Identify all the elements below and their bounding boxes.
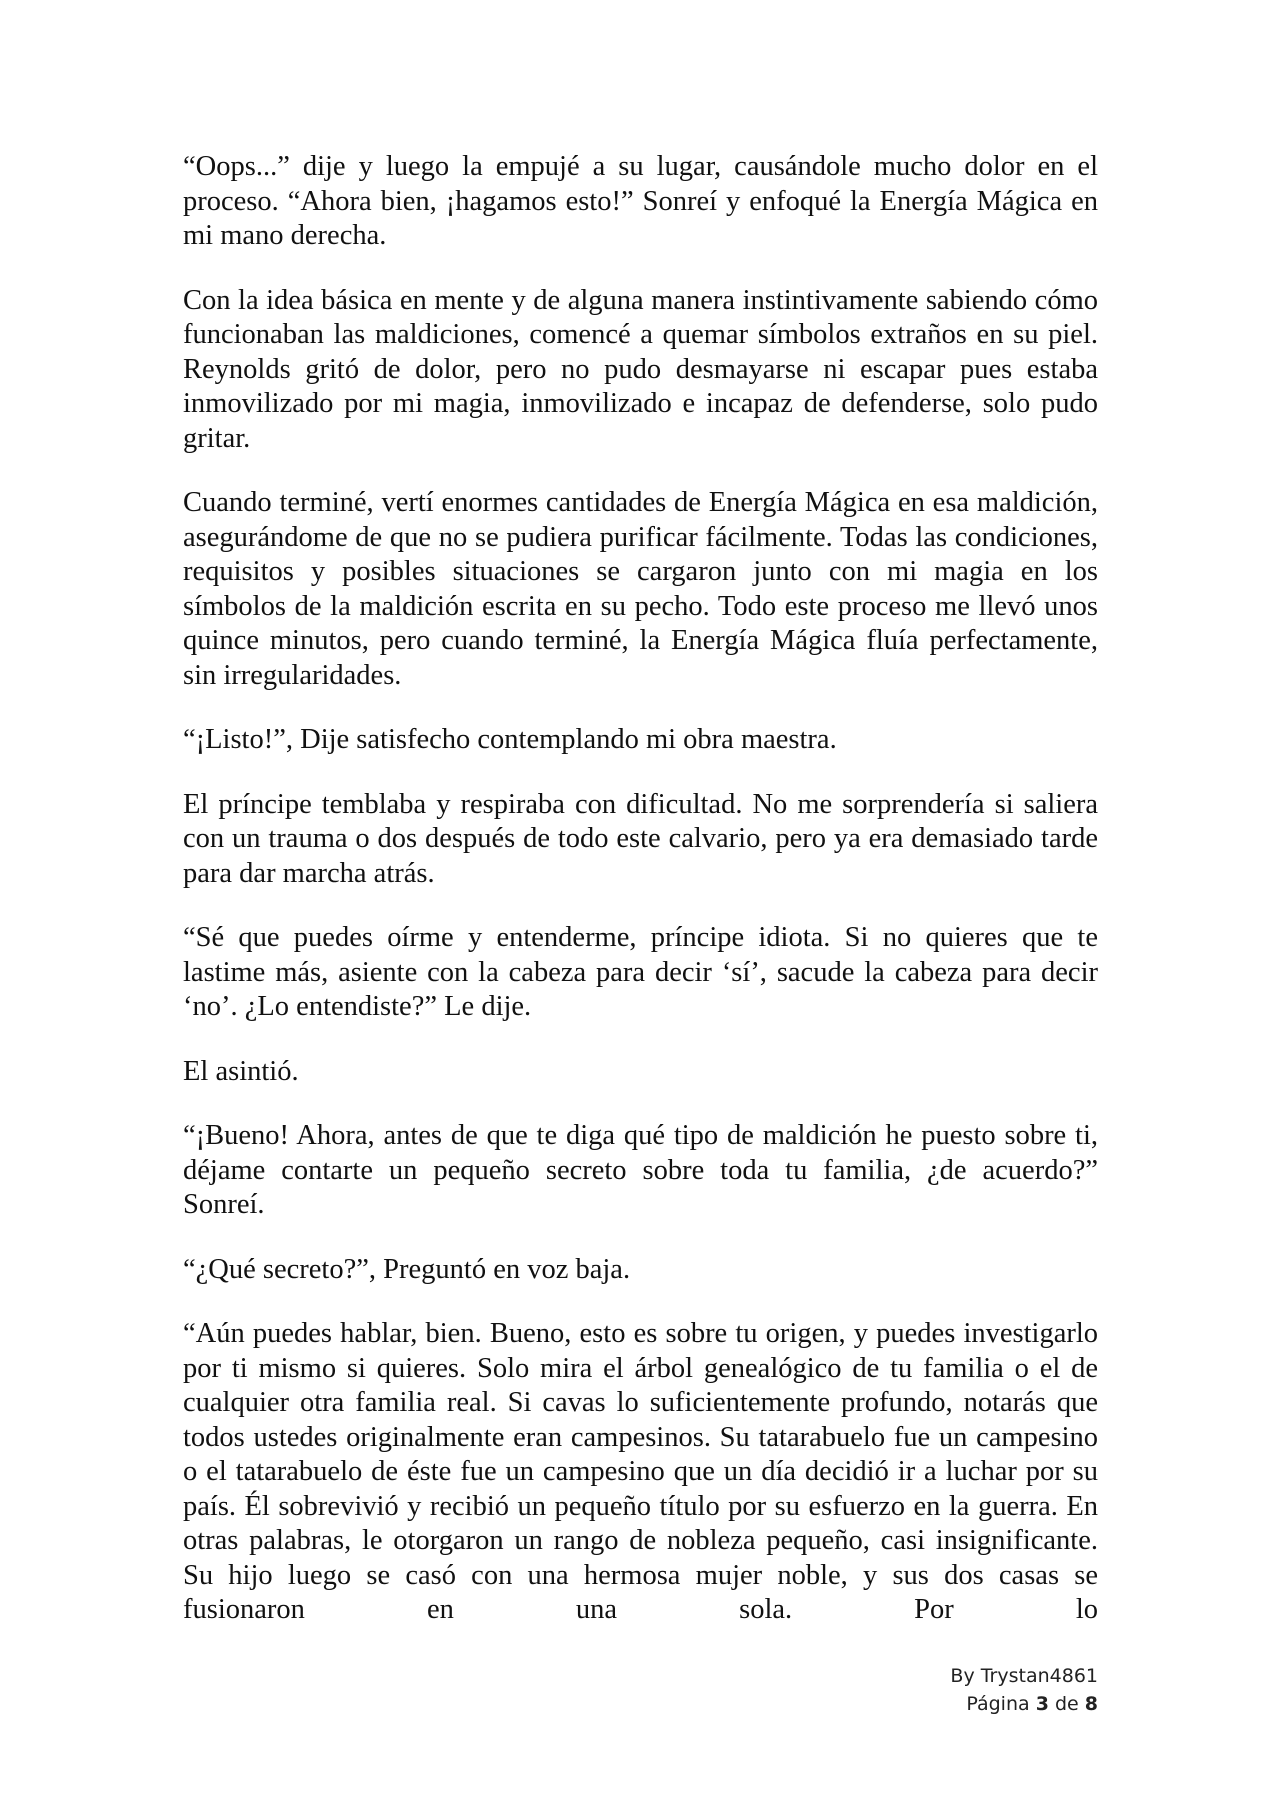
paragraph: El asintió. [183,1055,299,1087]
paragraph: “Oops...” dije y luego la empujé a su lugar, causándole mucho dolor en el proceso. “Ahora bien, ¡hagamos esto!” Sonreí y enfoqué la Energía Mágica en mi mano derecha. [183,151,1098,251]
document-body [183,150,1098,1628]
paragraph: “Aún puedes hablar, bien. Bueno, esto es sobre tu origen, y puedes investigarlo por ti mismo si quieres. Solo mira el árbol genealógico de tu familia o el de cualquier otra familia real. Si cavas lo suficientemente profundo, notarás que todos ustedes originalmente eran campesinos. Su tatarabuelo fue un campesino o el tatarabuelo de éste fue un campesino que un día decidió ir a luchar por su país. Él sobrevivió y recibió un pequeño título por su esfuerzo en la guerra. En otras palabras, le otorgaron un rango de nobleza pequeño, casi insignificante. Su hijo luego se casó con una hermosa mujer noble, y sus dos casas se fusionaron en una sola. Por lo [183,1318,1098,1625]
paragraph: “¡Bueno! Ahora, antes de que te diga qué tipo de maldición he puesto sobre ti, déjame contarte un pequeño secreto sobre toda tu familia, ¿de acuerdo?” Sonreí. [183,1120,1098,1220]
page-current: 3 [1035,1693,1049,1715]
page-separator: de [1054,1693,1079,1715]
paragraph: El príncipe temblaba y respiraba con dificultad. No me sorprendería si saliera con un trauma o dos después de todo este calvario, pero ya era demasiado tarde para dar marcha atrás. [183,788,1098,889]
paragraph: “Sé que puedes oírme y entenderme, príncipe idiota. Si no quieres que te lastime más, asiente con la cabeza para decir ‘sí’, sacude la cabeza para decir ‘no’. ¿Lo entendiste?” Le dije. [183,922,1098,1022]
page-number [950,1690,1098,1718]
page-footer [950,1662,1098,1718]
paragraph: “¿Qué secreto?”, Preguntó en voz baja. [183,1253,631,1285]
paragraph: Con la idea básica en mente y de alguna manera instintivamente sabiendo cómo funcionaban las maldiciones, comencé a quemar símbolos extraños en su piel. Reynolds gritó de dolor, pero no pudo desmayarse ni escapar pues estaba inmovilizado por mi magia, inmovilizado e incapaz de defenderse, solo pudo gritar. [183,284,1098,454]
page-total: 8 [1084,1693,1098,1715]
paragraph: Cuando terminé, vertí enormes cantidades de Energía Mágica en esa maldición, asegurándome de que no se pudiera purificar fácilmente. Todas las condiciones, requisitos y posibles situaciones se cargaron junto con mi magia en los símbolos de la maldición escrita en su pecho. Todo este proceso me llevó unos quince minutos, pero cuando terminé, la Energía Mágica fluía perfectamente, sin irregularidades. [183,487,1098,691]
paragraph: “¡Listo!”, Dije satisfecho contemplando mi obra maestra. [183,724,837,755]
page-prefix: Página [966,1693,1030,1715]
author-credit: By Trystan4861 [950,1665,1098,1687]
